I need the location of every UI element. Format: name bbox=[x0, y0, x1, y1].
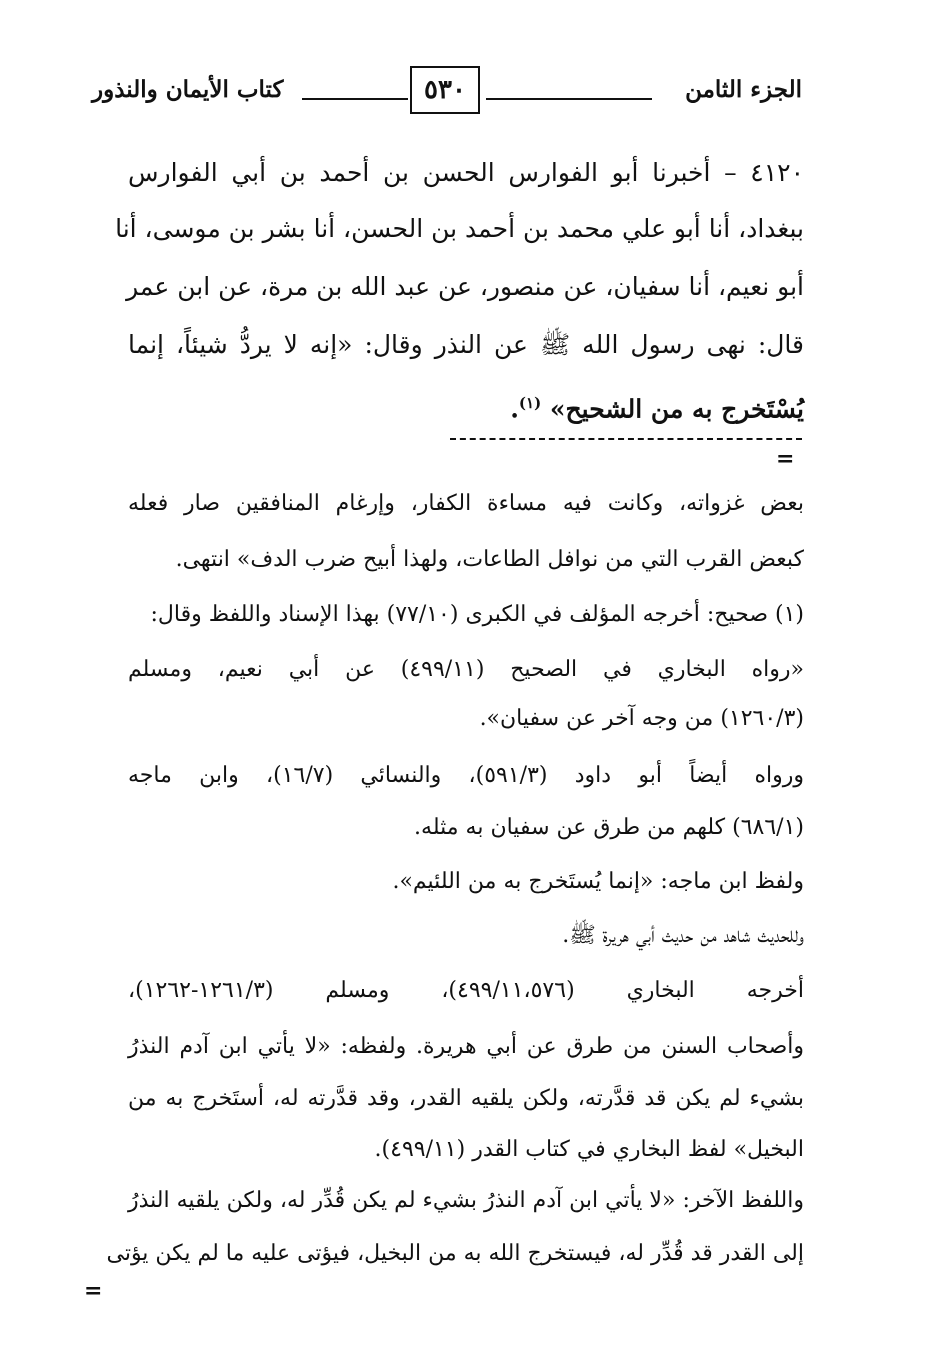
hadith-line: ٤١٢٠ – أخبرنا أبو الفوارس الحسن بن أحمد بن أبي الفوارس bbox=[128, 158, 804, 187]
header-rule-left bbox=[302, 98, 408, 100]
footnote-line: البخيل» لفظ البخاري في كتاب القدر (٤٩٩/١١). bbox=[374, 1137, 804, 1162]
page-header bbox=[92, 66, 802, 120]
hadith-closing-text: يُسْتَخرج به من الشحيح» bbox=[549, 394, 804, 424]
footnote-line: ورواه أيضاً أبو داود (٥٩١/٣)، والنسائي (١٦/٧)، وابن ماجه bbox=[128, 763, 804, 788]
footnote-line: (١) صحيح: أخرجه المؤلف في الكبرى (٧٧/١٠) بهذا الإسناد واللفظ وقال: bbox=[150, 602, 804, 627]
footnote-line: إلى القدر قد قُدِّر له، فيستخرج الله به من البخيل، فيؤتى عليه ما لم يكن يؤتى bbox=[106, 1241, 804, 1266]
footnote-line: ولفظ ابن ماجه: «إنما يُستَخرج به من اللئيم». bbox=[392, 869, 804, 894]
volume-label: الجزء الثامن bbox=[685, 76, 802, 103]
hadith-line: قال: نهى رسول الله ﷺ عن النذر وقال: «إنه لا يردُّ شيئاً، إنما bbox=[128, 330, 804, 359]
footnote-line: أخرجه البخاري (٤٩٩/١١،٥٧٦)، ومسلم (١٢٦١/٣-١٢٦٢)، bbox=[128, 978, 804, 1003]
footnote-line: وللحديث شاهد من حديث أبي هريرة ﷺ. bbox=[562, 923, 804, 948]
header-rule-right bbox=[486, 98, 652, 100]
footnote-line: (٦٨٦/١) كلهم من طرق عن سفيان به مثله. bbox=[414, 815, 804, 840]
footnote-line: «رواه البخاري في الصحيح (٤٩٩/١١) عن أبي نعيم، ومسلم bbox=[128, 657, 804, 682]
book-title: كتاب الأيمان والنذور bbox=[92, 76, 284, 103]
continuation-line: بعض غزواته، وكانت فيه مساءة الكفار، وإرغام المنافقين صار فعله bbox=[128, 491, 804, 516]
footnote-line: وأصحاب السنن من طرق عن أبي هريرة. ولفظه: «لا يأتي ابن آدم النذرُ bbox=[128, 1034, 804, 1059]
footnote-line: (١٢٦٠/٣) من وجه آخر عن سفيان». bbox=[479, 706, 804, 731]
footnote-reference: (١) bbox=[518, 394, 542, 412]
continuation-mark: = bbox=[776, 446, 794, 472]
continuation-line: كبعض القرب التي من نوافل الطاعات، ولهذا أبيح ضرب الدف» انتهى. bbox=[175, 547, 804, 572]
footnote-line: واللفظ الآخر: «لا يأتي ابن آدم النذرُ بشيء لم يكن قُدِّر له، ولكن يلقيه النذرُ bbox=[128, 1188, 804, 1213]
hadith-line: أبو نعيم، أنا سفيان، عن منصور، عن عبد الله بن مرة، عن ابن عمر bbox=[126, 272, 804, 301]
footnote-separator bbox=[450, 438, 802, 440]
page-number: ٥٣٠ bbox=[410, 66, 480, 114]
period: . bbox=[510, 394, 519, 424]
footnote-line: بشيء لم يكن قد قدَّرته، ولكن يلقيه القدر، وقد قدَّرته له، أستَخرج به من bbox=[128, 1086, 804, 1111]
continuation-mark: = bbox=[84, 1278, 102, 1304]
hadith-line: ببغداد، أنا أبو علي محمد بن أحمد بن الحسن، أنا بشر بن موسى، أنا bbox=[115, 214, 804, 243]
hadith-line-last bbox=[128, 388, 804, 424]
